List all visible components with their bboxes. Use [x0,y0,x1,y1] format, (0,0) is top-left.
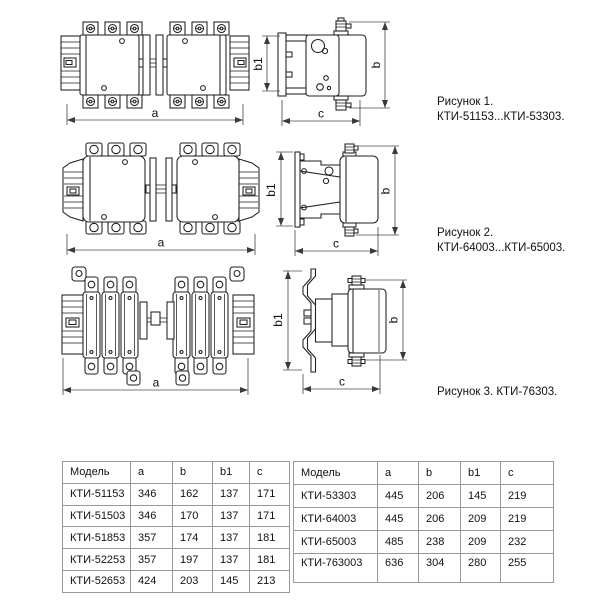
dimension-cell: 424 [131,570,173,592]
figure-2-front-view [55,138,267,264]
center-coupling [140,302,174,339]
contactor-body-side [340,156,378,223]
figure-1-front-view [55,8,255,133]
dimension-cell: 219 [501,508,554,531]
column-header: a [378,462,419,485]
figure-3-front-view [30,262,266,402]
table-row [294,508,554,531]
column-header: c [501,462,554,485]
dimension-cell: 346 [131,505,173,527]
model-cell: КТИ-51503 [63,505,131,527]
dimension-cell: 255 [501,554,554,583]
arc-chute-left [61,36,80,90]
dimension-cell: 219 [501,485,554,508]
dimension-cell: 346 [131,483,173,505]
dimension-cell: 206 [419,485,461,508]
center-coupling [146,158,176,221]
caption-line: Рисунок 3. КТИ-76303. [437,386,558,398]
table-row [294,554,554,583]
dimension-cell: 137 [213,483,250,505]
dimension-cell: 137 [213,505,250,527]
zigzag-mounting-bracket [303,269,316,372]
center-coupling [139,35,167,95]
model-cell: КТИ-65003 [294,531,378,554]
column-header: b [173,462,213,484]
dimension-cell: 171 [250,483,290,505]
model-cell: КТИ-52253 [63,549,131,571]
model-cell: КТИ-763003 [294,554,378,583]
terminal-tabs-bottom [85,357,226,374]
dim-label-b1: b1 [251,57,265,71]
dim-label-c: c [318,106,324,121]
dimension-cell: 636 [378,554,419,583]
dimension-cell: 174 [173,527,213,549]
dimension-cell: 280 [461,554,501,583]
dimension-cell: 209 [461,508,501,531]
contactor-body-side [306,35,366,96]
dimension-cell: 357 [131,549,173,571]
model-cell: КТИ-51853 [63,527,131,549]
dimension-cell: 203 [173,570,213,592]
table-row [294,485,554,508]
caption-line: КТИ-64003...КТИ-65003. [437,241,566,254]
dim-label-b: b [378,187,393,195]
column-header: c [250,462,290,484]
column-header: b1 [213,462,250,484]
dim-label-b: b [386,316,401,324]
model-cell: КТИ-52653 [63,570,131,592]
dimensions-table-left [62,461,290,593]
table-row [63,527,290,549]
model-cell: КТИ-53303 [294,485,378,508]
column-header: b [419,462,461,485]
column-header: b1 [461,462,501,485]
terminal-screw-top [343,144,358,156]
dimension-cell: 145 [213,570,250,592]
dimensions-table-right [293,461,554,583]
table-header-row [294,462,554,485]
dimension-cell: 304 [419,554,461,583]
dimension-cell: 197 [173,549,213,571]
contactor-body-side [316,289,387,353]
caption-line: Рисунок 2. [437,227,494,239]
dimension-c [295,227,378,256]
terminal-screw-bottom [334,96,351,110]
dim-label-a: a [151,106,159,120]
figure-2-caption [437,226,565,255]
dimension-cell: 209 [461,531,501,554]
dimension-b1 [264,152,293,226]
dimension-cell: 181 [250,527,290,549]
dim-label-b: b [369,61,383,69]
model-cell: КТИ-64003 [294,508,378,531]
dimension-cell: 357 [131,527,173,549]
dim-label-b1: b1 [271,313,285,327]
arc-chute-left [62,295,83,354]
figure-2-side-view [263,138,425,264]
column-header: a [131,462,173,484]
figure-1-side-view [251,8,420,133]
dimension-cell: 232 [501,531,554,554]
terminal-screw-bottom [343,223,358,236]
dimension-b1 [251,36,280,91]
contactor-bodies [80,35,226,95]
dimension-cell: 145 [461,485,501,508]
dimension-a [67,234,255,255]
mounting-plate [295,152,340,227]
dimension-cell: 181 [250,549,290,571]
terminal-screw-bottom [348,353,365,366]
dim-label-a: a [157,235,165,250]
column-header: Модель [294,462,378,485]
table-row [63,505,290,527]
dim-label-c: c [339,374,345,389]
dimension-cell: 485 [378,531,419,554]
mounting-bracket [278,33,307,96]
table-row [63,570,290,592]
dim-label-a: a [152,375,160,390]
arc-chute-left [63,159,83,221]
caption-line: Рисунок 1. [437,96,494,108]
dimension-cell: 206 [419,508,461,531]
dimension-cell: 445 [378,485,419,508]
dimension-cell: 213 [250,570,290,592]
terminal-screw-top [334,18,351,35]
table-row [63,549,290,571]
column-header: Модель [63,462,131,484]
figure-3-caption [437,385,557,400]
model-cell: КТИ-51153 [63,483,131,505]
figure-3-side-view [265,262,431,410]
dim-label-b1: b1 [264,183,278,197]
dimension-b1 [271,271,302,370]
dimension-cell: 171 [250,505,290,527]
dimension-cell: 162 [173,483,213,505]
arc-chute-right [239,159,259,221]
table-row [63,483,290,505]
table-header-row [63,462,290,484]
dimension-cell: 170 [173,505,213,527]
arc-chute-right [233,295,254,354]
dimension-cell: 238 [419,531,461,554]
terminal-tabs-top [85,277,226,294]
table-row [294,531,554,554]
arc-chute-right [230,36,249,90]
dimension-cell: 445 [378,508,419,531]
dimension-cell: 137 [213,527,250,549]
terminal-screw-top [348,276,365,289]
figure-1-caption [437,95,565,124]
dimension-cell: 137 [213,549,250,571]
dim-label-c: c [333,236,339,251]
caption-line: КТИ-51153...КТИ-53303. [437,110,565,123]
